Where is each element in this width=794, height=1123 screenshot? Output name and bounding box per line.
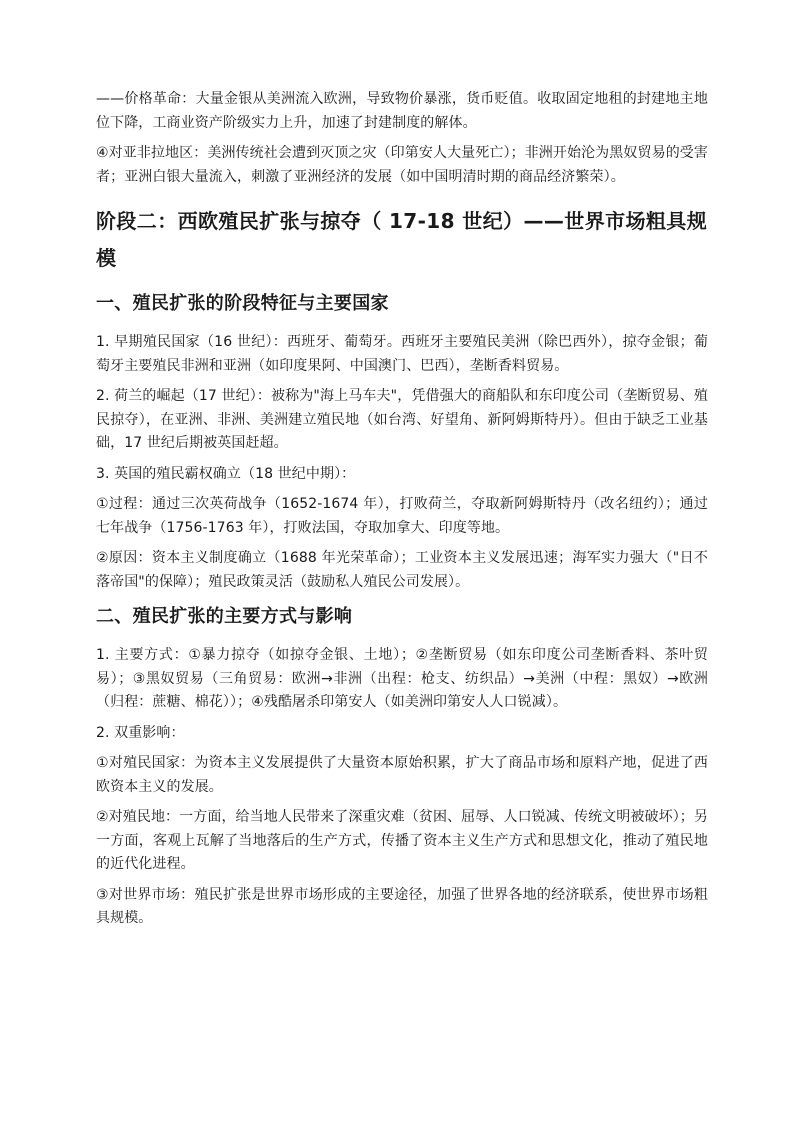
section-one-heading: 一、殖民扩张的阶段特征与主要国家	[96, 293, 389, 314]
main-methods-paragraph: 1. 主要方式：①暴力掠夺（如掠夺金银、土地）；②垄断贸易（如东印度公司垄断香料、茶叶贸易）；③黑奴贸易（三角贸易：欧洲→非洲（出程：枪支、纺织品）→美洲（中程：黑奴）→欧洲（归程：蔗糖、棉花））；④残酷屠杀印第安人（如美洲印第安人人口锐减）。	[96, 647, 708, 710]
impact-colonial-powers-paragraph: ①对殖民国家：为资本主义发展提供了大量资本原始积累，扩大了商品市场和原料产地，促进了西欧资本主义的发展。	[96, 755, 708, 795]
impact-world-market-paragraph: ③对世界市场：殖民扩张是世界市场形成的主要途径，加强了世界各地的经济联系，使世界市场粗具规模。	[96, 886, 708, 926]
dual-impact-paragraph: 2. 双重影响：	[96, 724, 185, 741]
early-colonial-powers-paragraph: 1. 早期殖民国家（16 世纪）：西班牙、葡萄牙。西班牙主要殖民美洲（除巴西外），掠夺金银；葡萄牙主要殖民非洲和亚洲（如印度果阿、中国澳门、巴西），垄断香料贸易。	[96, 334, 708, 374]
british-reasons-paragraph: ②原因：资本主义制度确立（1688 年光荣革命）；工业资本主义发展迅速；海军实力强大（"日不落帝国"的保障）；殖民政策灵活（鼓励私人殖民公司发展）。	[96, 550, 708, 590]
asia-africa-latin-america-paragraph: ④对亚非拉地区：美洲传统社会遭到灭顶之灾（印第安人大量死亡）；非洲开始沦为黑奴贸易的受害者；亚洲白银大量流入，刺激了亚洲经济的发展（如中国明清时期的商品经济繁荣）。	[96, 145, 708, 185]
document-page	[96, 88, 708, 938]
british-process-paragraph: ①过程：通过三次英荷战争（1652-1674 年），打败荷兰，夺取新阿姆斯特丹（改名纽约）；通过七年战争（1756-1763 年），打败法国，夺取加拿大、印度等地。	[96, 496, 708, 536]
stage-two-heading: 阶段二：西欧殖民扩张与掠夺（ 17-18 世纪）——世界市场粗具规模	[96, 209, 708, 270]
section-two-heading: 二、殖民扩张的主要方式与影响	[96, 606, 353, 627]
impact-colonies-paragraph: ②对殖民地：一方面，给当地人民带来了深重灾难（贫困、屈辱、人口锐减、传统文明被破坏）；另一方面，客观上瓦解了当地落后的生产方式，传播了资本主义生产方式和思想文化，推动了殖民地的近代化进程。	[96, 809, 708, 872]
british-hegemony-paragraph: 3. 英国的殖民霸权确立（18 世纪中期）：	[96, 465, 356, 482]
dutch-rise-paragraph: 2. 荷兰的崛起（17 世纪）：被称为"海上马车夫"，凭借强大的商船队和东印度公司（垄断贸易、殖民掠夺），在亚洲、非洲、美洲建立殖民地（如台湾、好望角、新阿姆斯特丹）。但由于缺乏工业基础，17 世纪后期被英国赶超。	[96, 388, 708, 451]
price-revolution-paragraph: ——价格革命：大量金银从美洲流入欧洲，导致物价暴涨，货币贬值。收取固定地租的封建地主地位下降，工商业资产阶级实力上升，加速了封建制度的解体。	[96, 91, 708, 131]
